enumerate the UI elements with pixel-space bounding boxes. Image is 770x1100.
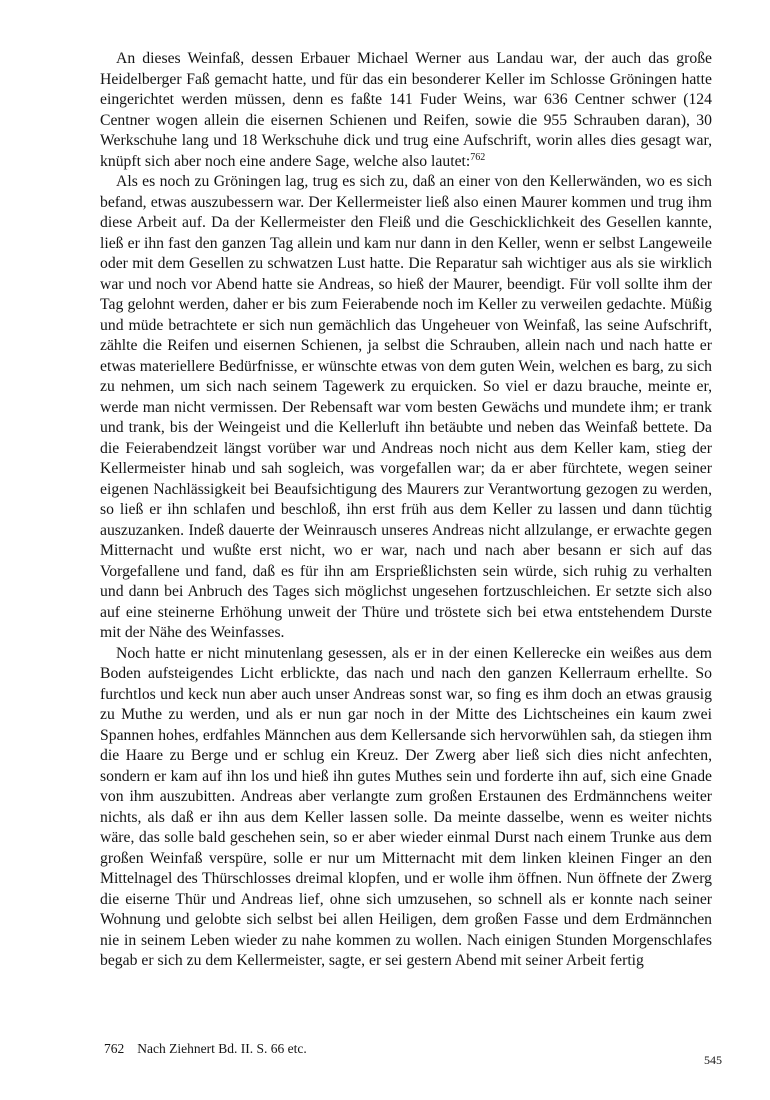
footnote-text: Nach Ziehnert Bd. II. S. 66 etc.	[137, 1041, 307, 1056]
footnote	[104, 1040, 716, 1057]
paragraph-3	[100, 644, 712, 972]
paragraph-3-text: Noch hatte er nicht minutenlang gesessen, als er in der einen Kellerecke ein weißes aus dem Boden aufsteigendes Licht erblickte, das nach und nach den ganzen Kellerraum erhellte. So furchtlos und keck nun aber auch unser Andreas sonst war, so fing es ihm doch an etwas grausig zu Muthe zu werden, und als er nun gar noch in der Mitte des Lichtscheines ein kaum zwei Spannen hohes, erdfahles Männchen aus dem Kellersande sich hervorwühlen sah, da stiegen ihm die Haare zu Berge und er schlug ein Kreuz. Der Zwerg aber ließ sich dies nicht anfechten, sondern er kam auf ihn los und hieß ihn gutes Muthes sein und forderte ihn auf, sich eine Gnade von ihm auszubitten. Andreas aber verlangte zum großen Erstaunen des Erdmännchens weiter nichts, als daß er ihn aus dem Keller lassen solle. Da meinte dasselbe, wenn es weiter nichts wäre, das solle bald geschehen sein, so er aber wieder einmal Durst nach einem Trunke aus dem großen Weinfaß verspüre, solle er nur um Mitternacht mit dem linken kleinen Finger an den Mittelnagel des Thürschlosses dreimal klopfen, und er wolle ihm öffnen. Nun öffnete der Zwerg die eiserne Thür und Andreas lief, ohne sich umzusehen, so schnell als er konnte nach seiner Wohnung und gelobte sich selbst bei allen Heiligen, dem großen Fasse und dem Erdmännchen nie in seinem Leben wieder zu nahe kommen zu wollen. Nach einigen Stunden Morgenschlafes begab er sich zu dem Kellermeister, sagte, er sei gestern Abend mit seiner Arbeit fertig	[100, 644, 712, 969]
paragraph-2	[100, 172, 712, 644]
body-text	[100, 49, 712, 972]
footnote-reference: 762	[470, 151, 486, 163]
paragraph-1-text: An dieses Weinfaß, dessen Erbauer Michael Werner aus Landau war, der auch das große Heidelberger Faß gemacht hatte, und für das ein besonderer Keller im Schlosse Gröningen hatte eingerichtet werden müssen, denn es faßte 141 Fuder Weins, war 636 Centner schwer (124 Centner wogen allein die eisernen Schienen und Reifen, sowie die 955 Schrauben daran), 30 Werkschuhe lang und 18 Werkschuhe dick und trug eine Aufschrift, worin alles dies gesagt war, knüpft sich aber noch eine andere Sage, welche also lautet:	[100, 50, 712, 170]
paragraph-1	[100, 49, 712, 172]
page-number: 545	[704, 1053, 722, 1067]
paragraph-2-text: Als es noch zu Gröningen lag, trug es sich zu, daß an einer von den Kellerwänden, wo es sich befand, etwas auszubessern war. Der Kellermeister ließ also einen Maurer kommen und trug ihm diese Arbeit auf. Da der Kellermeister den Fleiß und die Geschicklichkeit des Gesellen kannte, ließ er ihn fast den ganzen Tag allein und kam nur dann in den Keller, wenn er selbst Langeweile oder mit dem Gesellen zu schwatzen Lust hatte. Die Reparatur sah wichtiger aus als sie wirklich war und noch vor Abend hatte sie Andreas, so hieß der Maurer, beendigt. Für voll sollte ihm der Tag gelohnt werden, daher er bis zum Feierabende noch im Keller zu verweilen gedachte. Müßig und müde betrachtete er sich nun gemächlich das Ungeheuer von Weinfaß, las seine Aufschrift, zählte die Reifen und eisernen Schienen, ja selbst die Schrauben, allein nach und nach hatte er etwas materiellere Bedürfnisse, er wünschte etwas von dem guten Wein, welchen es barg, zu sich zu nehmen, um sich nach seinem Tagewerk zu erquicken. So viel er dazu brauche, meinte er, werde man nicht vermissen. Der Rebensaft war vom besten Gewächs und mundete ihm; er trank und trank, bis der Weingeist und die Kellerluft ihn betäubte und neben das Weinfaß bettete. Da die Feierabendzeit längst vorüber war und Andreas noch nicht aus dem Keller kam, stieg der Kellermeister hinab und sah sogleich, was vorgefallen war; da er aber fürchtete, wegen seiner eigenen Nachlässigkeit bei Beaufsichtigung des Maurers zur Verantwortung gezogen zu werden, so ließ er ihn schlafen und beschloß, ihn erst früh aus dem Keller zu lassen und dann tüchtig auszuzanken. Indeß dauerte der Weinrausch unseres Andreas nicht allzulange, er erwachte gegen Mitternacht und wußte erst nicht, wo er war, nach und nach aber besann er sich auf das Vorgefallene und fand, daß es für ihn am Ersprießlichsten sein würde, sich ruhig zu verhalten und dann bei Anbruch des Tages sich möglichst ungesehen fortzuschleichen. Er setzte sich also auf eine steinerne Erhöhung unweit der Thüre und tröstete sich bei etwa entstehendem Durste mit der Nähe des Weinfasses.	[100, 173, 712, 641]
footnote-number: 762	[104, 1041, 125, 1056]
